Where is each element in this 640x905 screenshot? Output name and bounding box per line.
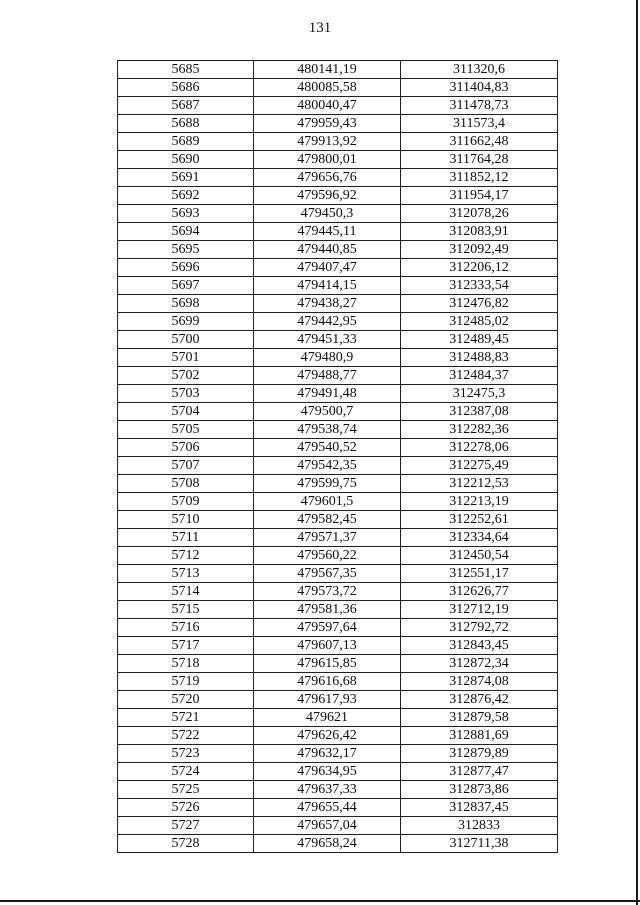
y-coordinate-cell: 312881,69 xyxy=(401,727,558,745)
x-coordinate-cell: 479581,36 xyxy=(254,601,401,619)
point-number-cell: 5707 xyxy=(118,457,254,475)
table-row xyxy=(118,187,558,205)
y-coordinate-cell: 312092,49 xyxy=(401,241,558,259)
point-number-cell: 5715 xyxy=(118,601,254,619)
point-number-cell: 5694 xyxy=(118,223,254,241)
y-coordinate-cell: 312879,58 xyxy=(401,709,558,727)
point-number-cell: 5685 xyxy=(118,61,254,79)
y-coordinate-cell: 312489,45 xyxy=(401,331,558,349)
point-number-cell: 5728 xyxy=(118,835,254,853)
point-number-cell: 5724 xyxy=(118,763,254,781)
table-row xyxy=(118,547,558,565)
x-coordinate-cell: 479615,85 xyxy=(254,655,401,673)
x-coordinate-cell: 479657,04 xyxy=(254,817,401,835)
table-row xyxy=(118,799,558,817)
x-coordinate-cell: 479567,35 xyxy=(254,565,401,583)
y-coordinate-cell: 312837,45 xyxy=(401,799,558,817)
y-coordinate-cell: 311852,12 xyxy=(401,169,558,187)
point-number-cell: 5720 xyxy=(118,691,254,709)
x-coordinate-cell: 479538,74 xyxy=(254,421,401,439)
point-number-cell: 5690 xyxy=(118,151,254,169)
table-row xyxy=(118,151,558,169)
x-coordinate-cell: 479634,95 xyxy=(254,763,401,781)
y-coordinate-cell: 312275,49 xyxy=(401,457,558,475)
y-coordinate-cell: 312252,61 xyxy=(401,511,558,529)
x-coordinate-cell: 479601,5 xyxy=(254,493,401,511)
y-coordinate-cell: 312843,45 xyxy=(401,637,558,655)
y-coordinate-cell: 312206,12 xyxy=(401,259,558,277)
table-row xyxy=(118,727,558,745)
table-row xyxy=(118,223,558,241)
y-coordinate-cell: 312873,86 xyxy=(401,781,558,799)
table-row xyxy=(118,133,558,151)
x-coordinate-cell: 479658,24 xyxy=(254,835,401,853)
y-coordinate-cell: 312876,42 xyxy=(401,691,558,709)
point-number-cell: 5700 xyxy=(118,331,254,349)
y-coordinate-cell: 312213,19 xyxy=(401,493,558,511)
x-coordinate-cell: 479626,42 xyxy=(254,727,401,745)
x-coordinate-cell: 479596,92 xyxy=(254,187,401,205)
table-row xyxy=(118,835,558,853)
point-number-cell: 5697 xyxy=(118,277,254,295)
point-number-cell: 5689 xyxy=(118,133,254,151)
point-number-cell: 5699 xyxy=(118,313,254,331)
x-coordinate-cell: 479451,33 xyxy=(254,331,401,349)
point-number-cell: 5698 xyxy=(118,295,254,313)
y-coordinate-cell: 312450,54 xyxy=(401,547,558,565)
table-row xyxy=(118,493,558,511)
table-row xyxy=(118,313,558,331)
point-number-cell: 5716 xyxy=(118,619,254,637)
point-number-cell: 5726 xyxy=(118,799,254,817)
y-coordinate-cell: 312278,06 xyxy=(401,439,558,457)
x-coordinate-cell: 480085,58 xyxy=(254,79,401,97)
y-coordinate-cell: 312488,83 xyxy=(401,349,558,367)
point-number-cell: 5722 xyxy=(118,727,254,745)
y-coordinate-cell: 312475,3 xyxy=(401,385,558,403)
x-coordinate-cell: 479617,93 xyxy=(254,691,401,709)
point-number-cell: 5693 xyxy=(118,205,254,223)
table-row xyxy=(118,745,558,763)
y-coordinate-cell: 312551,17 xyxy=(401,565,558,583)
y-coordinate-cell: 312879,89 xyxy=(401,745,558,763)
x-coordinate-cell: 479445,11 xyxy=(254,223,401,241)
y-coordinate-cell: 311662,48 xyxy=(401,133,558,151)
point-number-cell: 5702 xyxy=(118,367,254,385)
x-coordinate-cell: 479540,52 xyxy=(254,439,401,457)
table-row xyxy=(118,385,558,403)
point-number-cell: 5686 xyxy=(118,79,254,97)
table-row xyxy=(118,295,558,313)
y-coordinate-cell: 312485,02 xyxy=(401,313,558,331)
y-coordinate-cell: 311478,73 xyxy=(401,97,558,115)
x-coordinate-cell: 479480,9 xyxy=(254,349,401,367)
y-coordinate-cell: 312712,19 xyxy=(401,601,558,619)
x-coordinate-cell: 479597,64 xyxy=(254,619,401,637)
point-number-cell: 5688 xyxy=(118,115,254,133)
table-row xyxy=(118,619,558,637)
y-coordinate-cell: 312212,53 xyxy=(401,475,558,493)
table-row xyxy=(118,637,558,655)
table-row xyxy=(118,529,558,547)
point-number-cell: 5692 xyxy=(118,187,254,205)
x-coordinate-cell: 479599,75 xyxy=(254,475,401,493)
point-number-cell: 5721 xyxy=(118,709,254,727)
table-row xyxy=(118,277,558,295)
point-number-cell: 5695 xyxy=(118,241,254,259)
x-coordinate-cell: 479800,01 xyxy=(254,151,401,169)
table-row xyxy=(118,349,558,367)
table-row xyxy=(118,367,558,385)
point-number-cell: 5725 xyxy=(118,781,254,799)
page-right-border xyxy=(636,0,638,905)
table-row xyxy=(118,403,558,421)
table-row xyxy=(118,709,558,727)
x-coordinate-cell: 479440,85 xyxy=(254,241,401,259)
point-number-cell: 5723 xyxy=(118,745,254,763)
x-coordinate-cell: 479637,33 xyxy=(254,781,401,799)
x-coordinate-cell: 479582,45 xyxy=(254,511,401,529)
table-row xyxy=(118,205,558,223)
point-number-cell: 5687 xyxy=(118,97,254,115)
table-row xyxy=(118,61,558,79)
x-coordinate-cell: 479407,47 xyxy=(254,259,401,277)
x-coordinate-cell: 480141,19 xyxy=(254,61,401,79)
point-number-cell: 5705 xyxy=(118,421,254,439)
table-row xyxy=(118,763,558,781)
y-coordinate-cell: 312078,26 xyxy=(401,205,558,223)
page-bottom-border xyxy=(0,900,640,902)
y-coordinate-cell: 311320,6 xyxy=(401,61,558,79)
x-coordinate-cell: 479560,22 xyxy=(254,547,401,565)
y-coordinate-cell: 312484,37 xyxy=(401,367,558,385)
table-row xyxy=(118,331,558,349)
point-number-cell: 5727 xyxy=(118,817,254,835)
table-row xyxy=(118,565,558,583)
point-number-cell: 5712 xyxy=(118,547,254,565)
x-coordinate-cell: 479616,68 xyxy=(254,673,401,691)
table-row xyxy=(118,817,558,835)
y-coordinate-cell: 312387,08 xyxy=(401,403,558,421)
point-number-cell: 5717 xyxy=(118,637,254,655)
point-number-cell: 5708 xyxy=(118,475,254,493)
x-coordinate-cell: 479488,77 xyxy=(254,367,401,385)
table-row xyxy=(118,79,558,97)
table-row xyxy=(118,439,558,457)
x-coordinate-cell: 479959,43 xyxy=(254,115,401,133)
table-row xyxy=(118,457,558,475)
x-coordinate-cell: 479491,48 xyxy=(254,385,401,403)
x-coordinate-cell: 479656,76 xyxy=(254,169,401,187)
x-coordinate-cell: 479913,92 xyxy=(254,133,401,151)
point-number-cell: 5713 xyxy=(118,565,254,583)
y-coordinate-cell: 312874,08 xyxy=(401,673,558,691)
y-coordinate-cell: 312333,54 xyxy=(401,277,558,295)
point-number-cell: 5709 xyxy=(118,493,254,511)
point-number-cell: 5706 xyxy=(118,439,254,457)
y-coordinate-cell: 311573,4 xyxy=(401,115,558,133)
y-coordinate-cell: 312083,91 xyxy=(401,223,558,241)
point-number-cell: 5710 xyxy=(118,511,254,529)
point-number-cell: 5704 xyxy=(118,403,254,421)
y-coordinate-cell: 312334,64 xyxy=(401,529,558,547)
point-number-cell: 5714 xyxy=(118,583,254,601)
point-number-cell: 5691 xyxy=(118,169,254,187)
y-coordinate-cell: 312877,47 xyxy=(401,763,558,781)
table-row xyxy=(118,115,558,133)
x-coordinate-cell: 479542,35 xyxy=(254,457,401,475)
table-row xyxy=(118,601,558,619)
x-coordinate-cell: 479621 xyxy=(254,709,401,727)
x-coordinate-cell: 479573,72 xyxy=(254,583,401,601)
table-row xyxy=(118,475,558,493)
x-coordinate-cell: 479607,13 xyxy=(254,637,401,655)
x-coordinate-cell: 479414,15 xyxy=(254,277,401,295)
point-number-cell: 5701 xyxy=(118,349,254,367)
point-number-cell: 5719 xyxy=(118,673,254,691)
y-coordinate-cell: 312476,82 xyxy=(401,295,558,313)
table-row xyxy=(118,655,558,673)
y-coordinate-cell: 312872,34 xyxy=(401,655,558,673)
x-coordinate-cell: 479500,7 xyxy=(254,403,401,421)
x-coordinate-cell: 480040,47 xyxy=(254,97,401,115)
y-coordinate-cell: 312833 xyxy=(401,817,558,835)
point-number-cell: 5703 xyxy=(118,385,254,403)
table-row xyxy=(118,781,558,799)
x-coordinate-cell: 479632,17 xyxy=(254,745,401,763)
table-row xyxy=(118,421,558,439)
x-coordinate-cell: 479442,95 xyxy=(254,313,401,331)
table-row xyxy=(118,673,558,691)
point-number-cell: 5718 xyxy=(118,655,254,673)
x-coordinate-cell: 479655,44 xyxy=(254,799,401,817)
y-coordinate-cell: 311954,17 xyxy=(401,187,558,205)
y-coordinate-cell: 312282,36 xyxy=(401,421,558,439)
point-number-cell: 5711 xyxy=(118,529,254,547)
table-row xyxy=(118,97,558,115)
table-row xyxy=(118,169,558,187)
x-coordinate-cell: 479571,37 xyxy=(254,529,401,547)
y-coordinate-cell: 311404,83 xyxy=(401,79,558,97)
table-row xyxy=(118,241,558,259)
coordinates-table-body xyxy=(118,61,558,853)
table-row xyxy=(118,583,558,601)
coordinates-table xyxy=(117,60,558,853)
table-row xyxy=(118,511,558,529)
x-coordinate-cell: 479450,3 xyxy=(254,205,401,223)
y-coordinate-cell: 312711,38 xyxy=(401,835,558,853)
y-coordinate-cell: 312626,77 xyxy=(401,583,558,601)
x-coordinate-cell: 479438,27 xyxy=(254,295,401,313)
page-number: 131 xyxy=(308,20,332,36)
y-coordinate-cell: 312792,72 xyxy=(401,619,558,637)
y-coordinate-cell: 311764,28 xyxy=(401,151,558,169)
table-row xyxy=(118,259,558,277)
point-number-cell: 5696 xyxy=(118,259,254,277)
table-row xyxy=(118,691,558,709)
